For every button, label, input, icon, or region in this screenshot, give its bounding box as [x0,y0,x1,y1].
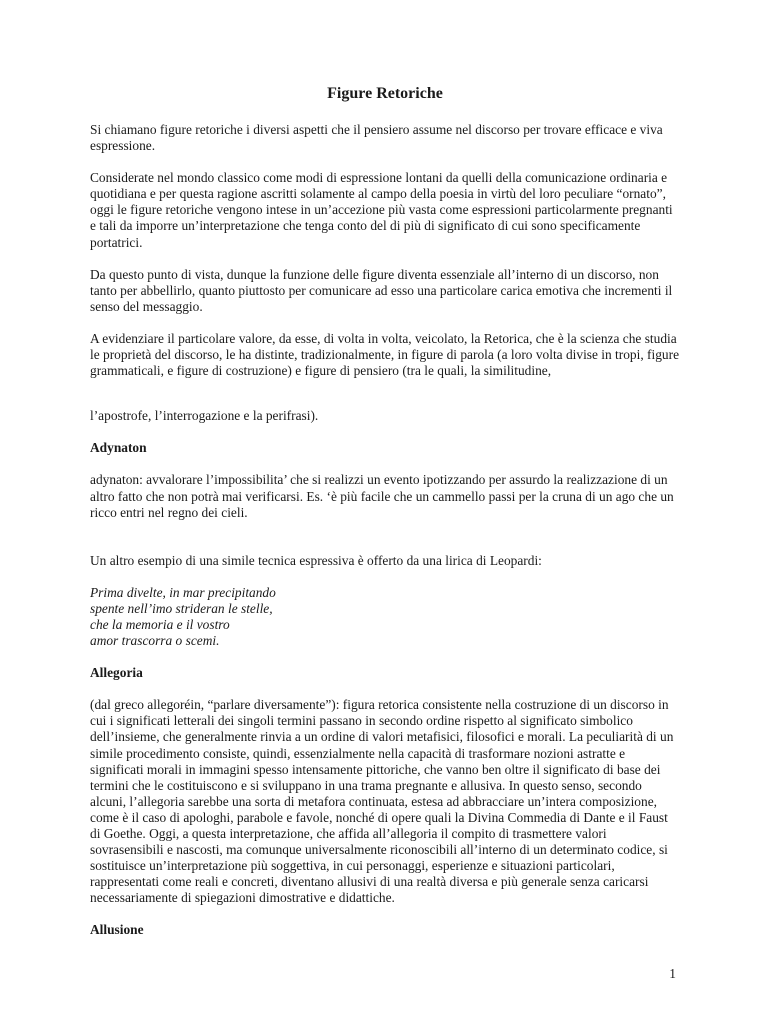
poem-leopardi [90,585,680,649]
poem-line: spente nell’imo strideran le stelle, [90,600,273,616]
heading-allegoria: Allegoria [90,665,143,681]
paragraph-rhetoric: A evidenziare il particolare valore, da esse, di volta in volta, veicolato, la Retorica, che è la scienza che studia le proprietà del discorso, le ha distinte, tradizionalmente, in figure di parola (a loro volta divise in tropi, figure grammaticali, e figure di costruzione) e figure di pensiero (tra le quali, la similitudine, [90,330,680,379]
document-title: Figure Retoriche [327,85,443,102]
poem-line: che la memoria e il vostro [90,616,230,632]
page-number: 1 [669,966,676,981]
poem-line: Prima divelte, in mar precipitando [90,584,276,600]
paragraph-function: Da questo punto di vista, dunque la funzione delle figure diventa essenziale all’interno di un discorso, non tanto per abbellirlo, quanto piuttosto per comunicare ad esso una particolare carica emotiva che incrementi il senso del messaggio. [90,266,673,314]
paragraph-classical: Considerate nel mondo classico come modi di espressione lontani da quelli della comunicazione ordinaria e quotidiana e per questa ragione ascritti solamente al campo della poesia in virtù del loro peculiare “ornato”, oggi le figure retoriche vengono intese in un’accezione più vasta come espressioni particolarmente pregnanti e tali da imporre un’interpretazione che tenga conto del di più di significato di cui sono specificamente portatrici. [90,170,673,250]
paragraph-intro: Si chiamano figure retoriche i diversi aspetti che il pensiero assume nel discorso per trovare efficace e viva espressione. [90,122,663,154]
poem-line: amor trascorra o scemi. [90,633,220,649]
heading-adynaton: Adynaton [90,440,147,456]
paragraph-adynaton-example: Un altro esempio di una simile tecnica espressiva è offerto da una lirica di Leopardi: [90,552,542,568]
heading-allusione: Allusione [90,922,144,938]
document-page [90,84,680,955]
paragraph-rhetoric-end: l’apostrofe, l’interrogazione e la perifrasi). [90,408,319,424]
paragraph-adynaton: adynaton: avvalorare l’impossibilita’ che si realizzi un evento ipotizzando per assurdo la realizzazione di un altro fatto che non potrà mai verificarsi. Es. ‘è più facile che un cammello passi per la cruna di un ago che un ricco entri nel regno dei cieli. [90,472,674,520]
paragraph-allegoria: (dal greco allegoréin, “parlare diversamente”): figura retorica consistente nella costruzione di un discorso in cui i significati letterali dei singoli termini passano in secondo ordine rispetto al significato simbolico dell’insieme, che generalmente rinvia a un ordine di valori metafisici, filosofici e morali. La peculiarità di un simile procedimento consiste, quindi, essenzialmente nella capacità di trasformare nozioni astratte e significati morali in immagini spesso intensamente pittoriche, che vanno ben oltre il significato di base dei termini che le costituiscono e si sviluppano in una trama pregnante e allusiva. In questo senso, secondo alcuni, l’allegoria sarebbe una sorta di metafora continuata, estesa ad abbracciare un’intera composizione, come è il caso di apologhi, parabole e favole, nonché di opere quali la Divina Commedia di Dante e il Faust di Goethe. Oggi, a questa interpretazione, che affida all’allegoria il compito di trasmettere valori sovrasensibili e nascosti, ma comunque universalmente riconoscibili all’interno di un determinato codice, si sostituisce un’interpretazione più soggettiva, in cui personaggi, esperienze e situazioni particolari, rappresentati come reali e concreti, diventano allusivi di una realtà diversa e più generale senza caricarsi necessariamente di spiegazioni dimostrative e didattiche. [90,697,674,906]
